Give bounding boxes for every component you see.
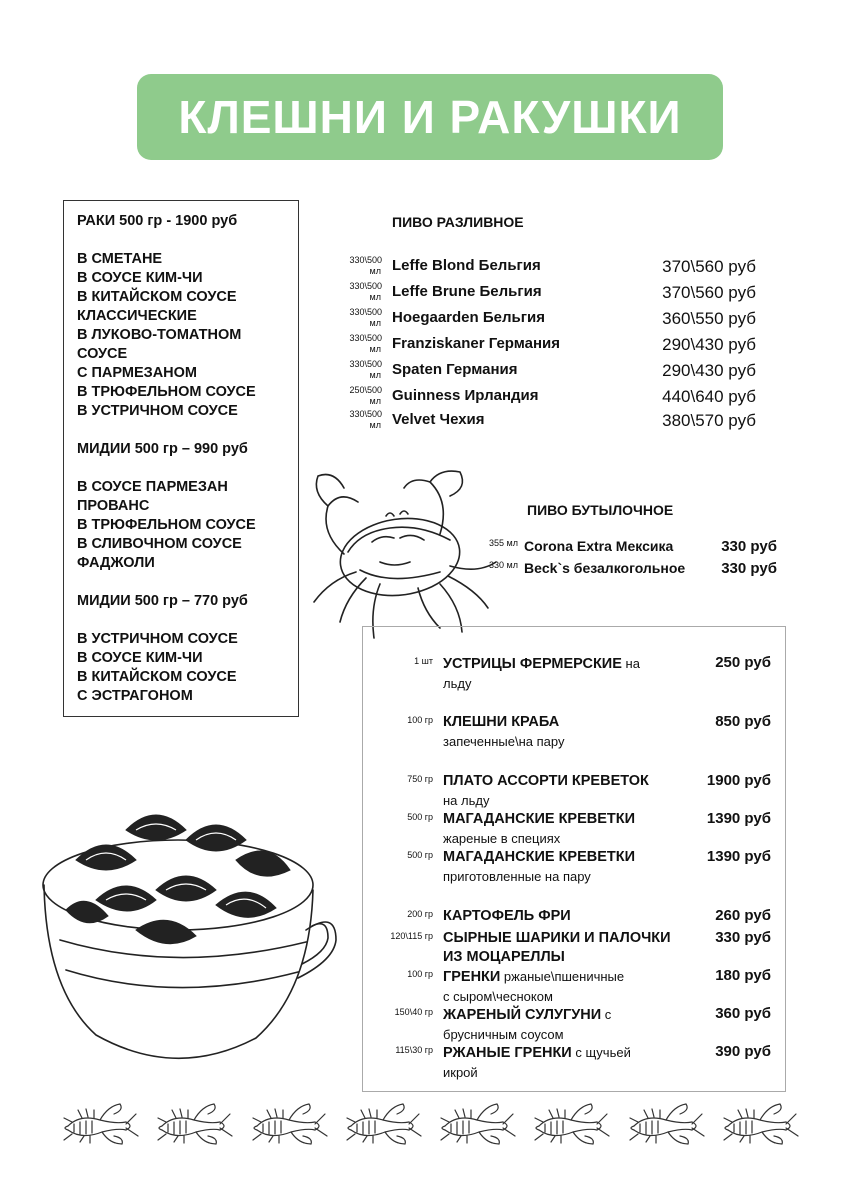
beer-price: 440\640 руб [662, 387, 756, 406]
beer-volume-unit: мл [369, 292, 381, 302]
item-title-rest: ржаные\пшеничные [500, 969, 625, 984]
beer-name: Corona Extra Мексика [524, 538, 674, 554]
beer-name: Hoegaarden Бельгия [392, 309, 545, 326]
menu-line: МИДИИ 500 гр – 770 руб [77, 593, 248, 609]
draft-beer-heading: ПИВО РАЗЛИВНОЕ [392, 214, 524, 230]
item-price: 1390 руб [706, 848, 771, 865]
beer-volume [330, 385, 382, 407]
menu-line: В УСТРИЧНОМ СОУСЕ [77, 403, 238, 419]
beer-volume-unit: мл [369, 266, 381, 276]
beer-volume: 330 мл [489, 560, 518, 570]
item-description: жареные в специях [443, 831, 561, 846]
item-portion: 100 гр [407, 715, 433, 725]
item-title: УСТРИЦЫ ФЕРМЕРСКИЕ [443, 656, 622, 672]
beer-price: 330 руб [721, 538, 777, 555]
item-title: РЖАНЫЕ ГРЕНКИ [443, 1045, 572, 1061]
item-title: ГРЕНКИ [443, 969, 501, 985]
beer-volume [330, 359, 382, 381]
mussel-pot-icon [36, 790, 341, 1090]
item-portion: 120\115 гр [390, 931, 433, 941]
item-description: приготовленные на пару [443, 869, 591, 884]
beer-volume-unit: мл [369, 370, 381, 380]
beer-price: 380\570 руб [662, 411, 756, 430]
crayfish-border [60, 1100, 800, 1150]
item-title-rest: с [601, 1007, 612, 1022]
item-description: льду [443, 676, 472, 691]
spacer [77, 573, 298, 592]
beer-price: 370\560 руб [662, 283, 756, 302]
crayfish-icon [437, 1100, 517, 1146]
beer-volume [330, 255, 382, 277]
beer-name: Franziskaner Германия [392, 335, 561, 352]
menu-line: ПРОВАНС [77, 498, 150, 514]
item-portion: 115\30 гр [395, 1045, 433, 1055]
beer-volume [330, 307, 382, 329]
beer-volume-value: 330\500 [349, 359, 382, 369]
menu-line: КЛАССИЧЕСКИЕ [77, 308, 197, 324]
item-price: 1390 руб [706, 810, 771, 827]
menu-line: В ТРЮФЕЛЬНОМ СОУСЕ [77, 517, 256, 533]
item-price: 250 руб [715, 654, 771, 671]
beer-name: Beck`s безалкогольное [524, 560, 686, 576]
item-portion: 500 гр [407, 850, 433, 860]
beer-price: 370\560 руб [662, 257, 756, 276]
item-portion: 100 гр [407, 969, 433, 979]
beer-price: 330 руб [721, 560, 777, 577]
item-price: 390 руб [715, 1043, 771, 1060]
beer-volume-value: 330\500 [349, 307, 382, 317]
item-portion: 750 гр [407, 774, 433, 784]
item-name [443, 967, 693, 1007]
beer-volume-unit: мл [369, 420, 381, 430]
crayfish-icon [626, 1100, 706, 1146]
menu-line: В УСТРИЧНОМ СОУСЕ [77, 631, 238, 647]
item-title: КАРТОФЕЛЬ ФРИ [443, 908, 571, 924]
item-price: 260 руб [715, 907, 771, 924]
beer-name: Leffe Brune Бельгия [392, 283, 542, 300]
item-portion: 500 гр [407, 812, 433, 822]
title-banner [137, 74, 723, 160]
menu-line: В СМЕТАНЕ [77, 251, 163, 267]
item-title: МАГАДАНСКИЕ КРЕВЕТКИ [443, 849, 636, 865]
item-description: на льду [443, 793, 490, 808]
menu-line: С ЭСТРАГОНОМ [77, 688, 193, 704]
beer-volume-value: 330\500 [349, 281, 382, 291]
item-description: запеченные\на пару [443, 734, 565, 749]
draft-beer-row [330, 335, 760, 361]
beer-volume-value: 330\500 [349, 333, 382, 343]
item-portion: 150\40 гр [394, 1007, 433, 1017]
beer-volume: 355 мл [489, 538, 518, 548]
spacer [77, 611, 298, 630]
crayfish-icon [531, 1100, 611, 1146]
beer-price: 290\430 руб [662, 335, 756, 354]
item-name [443, 1005, 693, 1045]
draft-beer-row [330, 411, 760, 437]
spacer [77, 421, 298, 440]
item-title: СЫРНЫЕ ШАРИКИ И ПАЛОЧКИ ИЗ МОЦАРЕЛЛЫ [443, 930, 671, 965]
menu-line: ФАДЖОЛИ [77, 555, 155, 571]
item-portion: 200 гр [407, 909, 433, 919]
item-name [443, 1043, 693, 1083]
beer-volume-value: 250\500 [349, 385, 382, 395]
item-description: с сыром\чесноком [443, 989, 553, 1004]
draft-beer-row [330, 283, 760, 309]
beer-volume [330, 409, 382, 431]
item-name [443, 713, 693, 752]
item-name [443, 654, 693, 694]
item-name [443, 929, 693, 967]
menu-line: В СОУСЕ ПАРМЕЗАН [77, 479, 228, 495]
bottled-beer-heading: ПИВО БУТЫЛОЧНОЕ [527, 502, 674, 518]
beer-volume-value: 330\500 [349, 255, 382, 265]
menu-line: В СОУСЕ КИМ-ЧИ [77, 650, 203, 666]
crayfish-icon [249, 1100, 329, 1146]
beer-price: 360\550 руб [662, 309, 756, 328]
menu-line: В СЛИВОЧНОМ СОУСЕ [77, 536, 242, 552]
crayfish-icon [60, 1100, 140, 1146]
menu-line: В КИТАЙСКОМ СОУСЕ [77, 289, 237, 305]
menu-line: МИДИИ 500 гр – 990 руб [77, 441, 248, 457]
menu-line: В ЛУКОВО-ТОМАТНОМ [77, 327, 242, 343]
beer-volume-value: 330\500 [349, 409, 382, 419]
bottled-beer-row [470, 560, 780, 582]
spacer [77, 459, 298, 478]
beer-price: 290\430 руб [662, 361, 756, 380]
beer-volume-unit: мл [369, 396, 381, 406]
item-portion: 1 шт [414, 656, 433, 666]
beer-name: Guinness Ирландия [392, 387, 539, 404]
menu-line: В СОУСЕ КИМ-ЧИ [77, 270, 203, 286]
item-description: брусничным соусом [443, 1027, 564, 1042]
item-price: 1900 руб [706, 772, 771, 789]
item-name [443, 810, 693, 849]
menu-line: С ПАРМЕЗАНОМ [77, 365, 198, 381]
spacer [77, 231, 298, 250]
draft-beer-row [330, 361, 760, 387]
crayfish-icon [720, 1100, 800, 1146]
item-title: МАГАДАНСКИЕ КРЕВЕТКИ [443, 811, 636, 827]
page-title: КЛЕШНИ И РАКУШКИ [178, 91, 682, 143]
item-title-rest: с щучьей [571, 1045, 631, 1060]
menu-line: СОУСЕ [77, 346, 128, 362]
item-title-rest: на [621, 656, 640, 671]
item-title: ЖАРЕНЫЙ СУЛУГУНИ [443, 1007, 602, 1023]
crayfish-icon [343, 1100, 423, 1146]
item-price: 180 руб [715, 967, 771, 984]
beer-name: Leffe Blond Бельгия [392, 257, 541, 274]
menu-line: В ТРЮФЕЛЬНОМ СОУСЕ [77, 384, 256, 400]
item-name [443, 848, 693, 887]
beer-name: Spaten Германия [392, 361, 518, 378]
bottled-beer-row [470, 538, 780, 560]
item-price: 850 руб [715, 713, 771, 730]
draft-beer-row [330, 257, 760, 283]
beer-name: Velvet Чехия [392, 411, 485, 428]
item-name [443, 772, 693, 811]
item-price: 360 руб [715, 1005, 771, 1022]
crayfish-icon [154, 1100, 234, 1146]
crayfish-mussels-menu [63, 200, 299, 717]
item-name [443, 907, 693, 926]
beer-volume-unit: мл [369, 318, 381, 328]
seafood-menu-box [362, 626, 786, 1092]
item-price: 330 руб [715, 929, 771, 946]
beer-volume [330, 281, 382, 303]
draft-beer-row [330, 387, 760, 413]
beer-volume [330, 333, 382, 355]
item-description: икрой [443, 1065, 478, 1080]
item-title: КЛЕШНИ КРАБА [443, 714, 560, 730]
menu-line: РАКИ 500 гр - 1900 руб [77, 213, 238, 229]
item-title: ПЛАТО АССОРТИ КРЕВЕТОК [443, 773, 649, 789]
beer-volume-unit: мл [369, 344, 381, 354]
menu-line: В КИТАЙСКОМ СОУСЕ [77, 669, 237, 685]
draft-beer-row [330, 309, 760, 335]
